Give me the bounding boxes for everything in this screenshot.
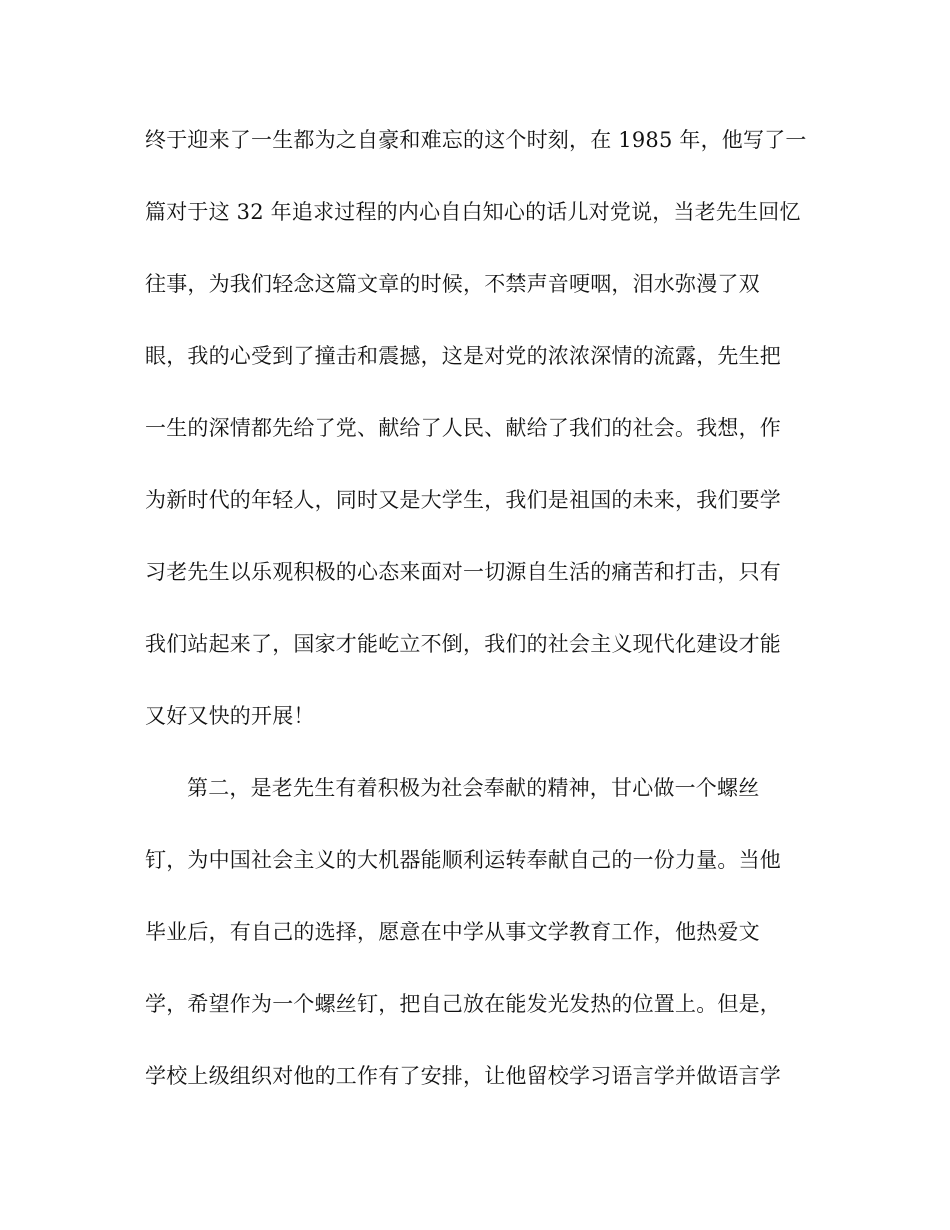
text-line: 终于迎来了一生都为之自豪和难忘的这个时刻，在 1985 年，他写了一 [145,128,807,152]
text-line: 学校上级组织对他的工作有了安排，让他留校学习语言学并做语言学 [145,1064,781,1088]
text-line: 往事，为我们轻念这篇文章的时候，不禁声音哽咽，泪水弥漫了双 [145,272,760,296]
text-line: 钉，为中国社会主义的大机器能顺利运转奉献自己的一份力量。当他 [145,848,781,872]
text-line: 又好又快的开展！ [145,704,315,728]
paragraph-start-line: 第二，是老先生有着积极为社会奉献的精神，甘心做一个螺丝 [187,776,760,800]
text-line: 学，希望作为一个螺丝钉，把自己放在能发光发热的位置上。但是， [145,992,781,1016]
text-line: 毕业后，有自己的选择，愿意在中学从事文学教育工作，他热爱文 [145,920,760,944]
text-line: 我们站起来了，国家才能屹立不倒，我们的社会主义现代化建设才能 [145,632,781,656]
text-line: 习老先生以乐观积极的心态来面对一切源自生活的痛苦和打击，只有 [145,560,781,584]
text-line: 篇对于这 32 年追求过程的内心自白知心的话儿对党说，当老先生回忆 [145,200,801,224]
text-line: 眼，我的心受到了撞击和震撼，这是对党的浓浓深情的流露，先生把 [145,344,781,368]
text-line: 一生的深情都先给了党、献给了人民、献给了我们的社会。我想，作 [145,416,781,440]
text-line: 为新时代的年轻人，同时又是大学生，我们是祖国的未来，我们要学 [145,488,781,512]
